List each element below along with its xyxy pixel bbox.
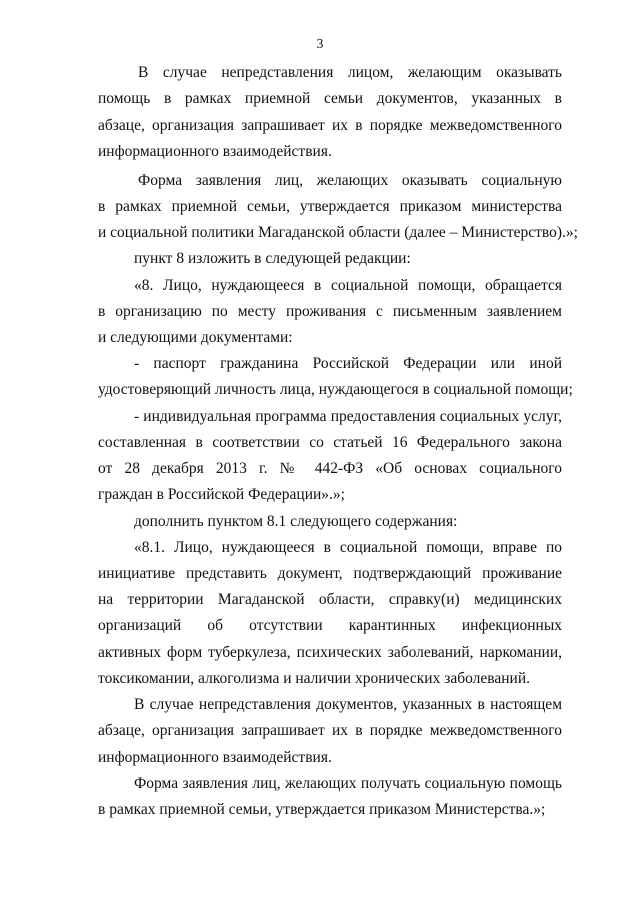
- text-line: пункт 8 изложить в следующей редакции:: [134, 250, 411, 267]
- text-line: в рамках приемной семьи, утверждается приказом Министерства.»;: [98, 801, 546, 818]
- text-line: дополнить пунктом 8.1 следующего содержания:: [134, 513, 458, 530]
- text-line: помощь в рамках приемной семьи документов, указанных в: [98, 90, 562, 107]
- text-line: активных форм туберкулеза, психических заболеваний, наркомании,: [98, 644, 562, 661]
- text-line: составленная в соответствии со статьей 16 Федерального закона: [98, 434, 562, 451]
- text-line: токсикомании, алкоголизма и наличии хронических заболеваний.: [98, 670, 531, 687]
- text-line: В случае непредставления лицом, желающим оказывать: [138, 64, 562, 81]
- text-line: на территории Магаданской области, справку(и) медицинских: [98, 591, 562, 608]
- text-line: абзаце, организация запрашивает их в порядке межведомственного: [98, 722, 562, 739]
- text-line: В случае непредставления документов, указанных в настоящем: [134, 696, 562, 713]
- text-line: информационного взаимодействия.: [98, 143, 332, 160]
- text-line: абзаце, организация запрашивает их в порядке межведомственного: [98, 117, 562, 134]
- text-line: от 28 декабря 2013 г. № 442-ФЗ «Об основах социального: [98, 460, 562, 477]
- text-line: граждан в Российской Федерации».»;: [98, 486, 345, 503]
- text-line: в организацию по месту проживания с письменным заявлением: [98, 303, 562, 320]
- text-line: Форма заявления лиц, желающих получать социальную помощь: [134, 775, 562, 792]
- text-line: инициативе представить документ, подтверждающий проживание: [98, 565, 562, 582]
- text-line: в рамках приемной семьи, утверждается приказом министерства: [98, 198, 562, 215]
- text-line: - паспорт гражданина Российской Федерации или иной: [134, 355, 562, 372]
- text-line: - индивидуальная программа предоставления социальных услуг,: [134, 408, 562, 425]
- text-line: удостоверяющий личность лица, нуждающегося в социальной помощи;: [98, 381, 573, 398]
- page-number: 3: [316, 36, 324, 51]
- text-line: и социальной политики Магаданской области (далее – Министерство).»;: [98, 224, 578, 241]
- text-line: «8. Лицо, нуждающееся в социальной помощи, обращается: [134, 277, 562, 294]
- text-line: «8.1. Лицо, нуждающееся в социальной помощи, вправе по: [134, 539, 562, 556]
- text-line: и следующими документами:: [98, 329, 293, 346]
- text-line: организаций об отсутствии карантинных инфекционных: [98, 617, 562, 634]
- text-line: информационного взаимодействия.: [98, 749, 332, 766]
- text-line: Форма заявления лиц, желающих оказывать социальную: [138, 172, 562, 189]
